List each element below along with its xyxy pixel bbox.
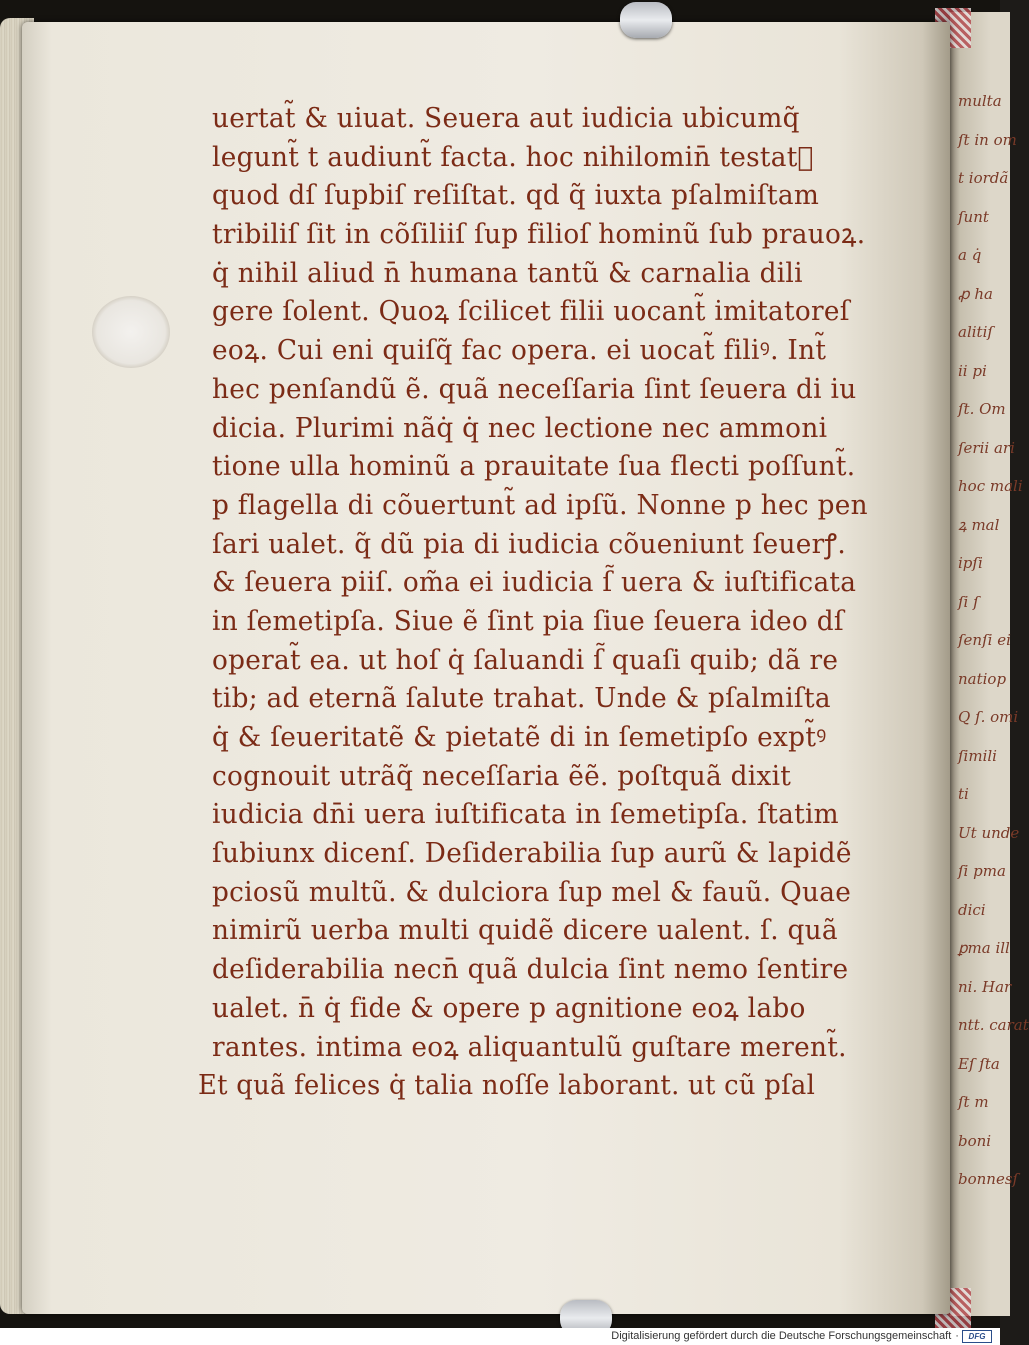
facing-page-fragment: ntt. carat: [958, 1016, 1029, 1034]
facing-page-fragment: ſerii ari: [958, 438, 1015, 457]
manuscript-line: in ſemetipſa. Siue ẽ ſint pia ſiue ſeuera ideo dſ: [212, 605, 844, 637]
facing-page-fragment: bonnesſ: [958, 1170, 1019, 1188]
footer-separator: ·: [955, 1330, 959, 1342]
facing-page-fragment: a q̇: [958, 246, 982, 264]
manuscript-line: q̇ nihil aliud n̄ humana tantũ & carnalia dili: [212, 257, 803, 289]
facing-page-fragment: hoc mali: [958, 477, 1023, 495]
facing-page-fragment: ſt. Om: [958, 400, 1006, 418]
facing-page-fragment: ſt m: [958, 1093, 989, 1111]
facing-page-fragment: Q ſ. omi: [958, 708, 1019, 726]
manuscript-line: p flagella di cõuertunt̃ ad ipſũ. Nonne p hec pen: [212, 489, 868, 521]
manuscript-line: & ſeuera piiſ. om̃a ei iudicia ſ̃ uera & iuſtificata: [212, 567, 857, 599]
facing-page-fragment: ti: [958, 785, 969, 803]
manuscript-line: nimirũ uerba multi quidẽ dicere ualent. ſ. quã: [212, 915, 838, 947]
facing-page-fragment: alitiſ: [958, 323, 993, 341]
facing-page-fragment: ſenſi ei: [958, 631, 1011, 649]
manuscript-line: uertat̃ & uiuat. Seuera aut iudicia ubicumq̃: [212, 103, 800, 134]
facing-page-fragment: ii pi: [958, 361, 987, 380]
facing-page-fragment: ipſi: [958, 554, 983, 572]
facing-page-fragment: ſunt: [958, 207, 989, 226]
footer-bar: [0, 1328, 1000, 1345]
facing-page-fragment: ſi ſ: [958, 592, 979, 611]
facing-page-fragment: natiop: [958, 669, 1007, 688]
facing-page-fragment: t iordã: [958, 169, 1009, 187]
facing-page-fragment: ſi pma: [958, 862, 1006, 880]
manuscript-line: gere ſolent. Quoꝝ ſcilicet filii uocant̃ imitatoreſ: [212, 296, 850, 328]
manuscript-line: hec penſandũ ẽ. quã neceſſaria ſint ſeuera di iu: [212, 373, 857, 405]
top-page-clip: [620, 2, 672, 38]
manuscript-line: ſari ualet. q̃ dũ pia di iudicia cõueniunt ſeuerꝭ.: [212, 528, 846, 560]
facing-page-fragment: ꝓ ha: [958, 284, 993, 303]
manuscript-line: ualet. n̄ q̇ fide & opere p agnitione eoꝝ labo: [212, 992, 806, 1024]
manuscript-line: legunt̃ t audiunt̃ facta. hoc nihilomin̄ testatᷣ: [212, 141, 814, 173]
manuscript-line: quod dſ ſupbiſ reſiſtat. qd q̃ iuxta pſalmiſtam: [212, 180, 820, 212]
manuscript-line: pciosũ multũ. & dulciora ſup mel & fauũ. Quae: [212, 876, 852, 908]
facing-page-fragment: dici: [958, 900, 986, 919]
facing-page-fragment: multa: [958, 92, 1002, 110]
dfg-logo: DFG: [962, 1330, 992, 1343]
facing-page-fragment: ꝑma ill: [958, 939, 1010, 957]
manuscript-line: operat̃ ea. ut hoſ q̇ ſaluandi ſ̃ quaſi quib; dã re: [212, 644, 839, 676]
facing-page-fragment: ꝝ mal: [958, 515, 1000, 534]
facing-page-fragment: Eſ ſta: [958, 1054, 1000, 1073]
manuscript-text-block: [198, 100, 920, 1106]
manuscript-line: rantes. intima eoꝝ aliquantulũ guſtare merent̃.: [212, 1031, 847, 1063]
manuscript-line: eoꝝ. Cui eni quiſq̃ fac opera. ei uocat̃ filiꝰ. Int̃: [212, 335, 827, 367]
manuscript-line: iudicia dn̄i uera iuſtificata in ſemetipſa. ſtatim: [212, 799, 839, 831]
parchment-hole: [92, 296, 170, 368]
manuscript-line: tione ulla hominũ a prauitate ſua flecti poſſunt̃.: [212, 451, 856, 483]
manuscript-line: Et quã felices q̇ talia noſſe laborant. ut cũ pſal: [198, 1070, 816, 1102]
manuscript-line: cognouit utrãq̃ neceſſaria ẽẽ. poſtquã dixit: [212, 760, 792, 792]
manuscript-line: tib; ad eternã ſalute trahat. Unde & pſalmiſta: [212, 683, 831, 715]
footer-credit: Digitalisierung gefördert durch die Deutsche Forschungsgemeinschaft: [611, 1330, 952, 1342]
facing-page: [950, 12, 1029, 1316]
manuscript-line: q̇ & ſeueritatẽ & pietatẽ di in ſemetipſo expt̃ꝰ: [212, 722, 827, 753]
manuscript-line: ſubiunx dicenſ. Deſiderabilia ſup aurũ & lapidẽ: [212, 838, 852, 870]
facing-page-fragment: Ut unde: [958, 823, 1020, 842]
manuscript-line: tribiliſ ſit in cõſiliiſ ſup filioſ hominũ ſub prauoꝝ.: [212, 219, 866, 251]
facing-page-fragment: ni. Har: [958, 977, 1012, 996]
facing-page-fragment: boni: [958, 1131, 992, 1150]
manuscript-line: deſiderabilia necn̄ quã dulcia ſint nemo ſentire: [212, 954, 849, 986]
facing-page-fragment: ſt in om: [958, 130, 1017, 149]
facing-page-fragment: ſimili: [958, 746, 997, 765]
manuscript-line: dicia. Plurimi nãq̇ q̇ nec lectione nec ammoni: [212, 412, 828, 444]
